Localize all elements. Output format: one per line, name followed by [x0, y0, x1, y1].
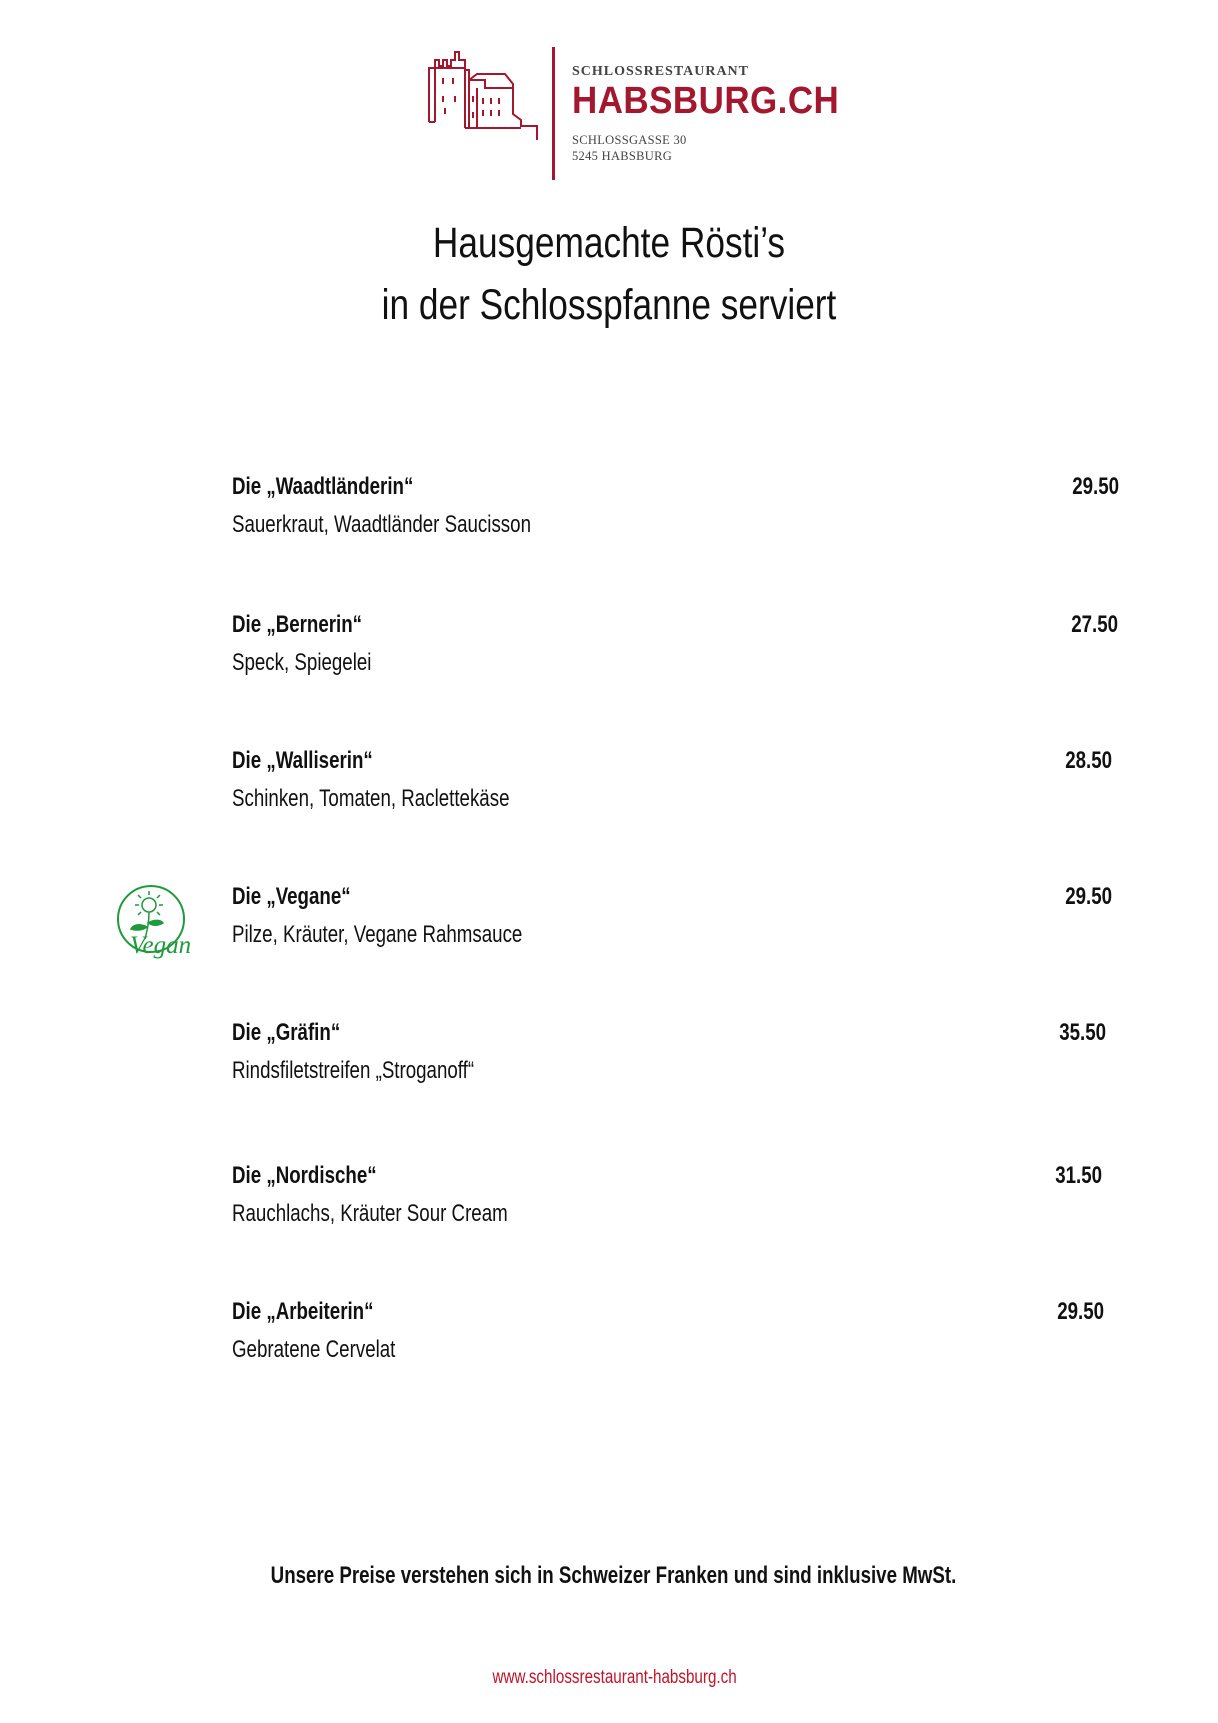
menu-item — [232, 883, 1132, 949]
menu-item-price: 29.50 — [1057, 1298, 1104, 1325]
price-note — [0, 1562, 1218, 1590]
brand-block — [572, 64, 863, 164]
restaurant-header — [425, 44, 840, 184]
castle-logo-icon — [425, 44, 545, 184]
menu-item-name: Die „Nordische“ — [232, 1162, 377, 1189]
header-divider — [552, 47, 555, 180]
address-line-1: SCHLOSSGASSE 30 — [572, 133, 687, 147]
menu-item — [232, 1162, 1132, 1228]
brand-name: HABSBURG.CH — [572, 80, 840, 122]
menu-item-price: 31.50 — [1055, 1162, 1102, 1189]
price-note-text: Unsere Preise verstehen sich in Schweizer Franken und sind inklusive MwSt. — [270, 1562, 956, 1589]
vegan-icon — [113, 883, 209, 959]
website-link[interactable]: www.schlossrestaurant-habsburg.ch — [492, 1667, 738, 1688]
menu-item-name: Die „Arbeiterin“ — [232, 1298, 374, 1325]
menu-item — [232, 1019, 1132, 1085]
page-title — [0, 212, 1218, 336]
menu-item-description: Gebratene Cervelat — [232, 1336, 396, 1363]
menu-item — [232, 611, 1132, 677]
menu-item-price: 27.50 — [1071, 611, 1118, 638]
menu-item-description: Speck, Spiegelei — [232, 649, 372, 676]
website[interactable] — [0, 1667, 1218, 1689]
menu-item-name: Die „Bernerin“ — [232, 611, 363, 638]
menu-item-description: Sauerkraut, Waadtländer Saucisson — [232, 511, 531, 538]
title-line-1: Hausgemachte Rösti’s — [432, 219, 786, 267]
menu-item — [232, 747, 1132, 813]
menu-item-name: Die „Gräfin“ — [232, 1019, 341, 1046]
menu-item-description: Pilze, Kräuter, Vegane Rahmsauce — [232, 921, 523, 948]
menu-item-price: 29.50 — [1065, 883, 1112, 910]
menu-item — [232, 473, 1132, 539]
menu-item-name: Die „Walliserin“ — [232, 747, 373, 774]
menu-item-price: 28.50 — [1065, 747, 1112, 774]
menu-item-name: Die „Waadtländerin“ — [232, 473, 414, 500]
menu-item-description: Rauchlachs, Kräuter Sour Cream — [232, 1200, 508, 1227]
vegan-logo-label: Vegan — [130, 932, 192, 959]
menu-item-price: 35.50 — [1059, 1019, 1106, 1046]
title-line-2: in der Schlosspfanne serviert — [381, 281, 837, 329]
menu-item-price: 29.50 — [1072, 473, 1119, 500]
menu-item-description: Schinken, Tomaten, Raclettekäse — [232, 785, 510, 812]
menu-item-description: Rindsfiletstreifen „Stroganoff“ — [232, 1057, 475, 1084]
menu-item — [232, 1298, 1132, 1364]
brand-subtitle: SCHLOSSRESTAURANT — [572, 64, 750, 79]
address-line-2: 5245 HABSBURG — [572, 149, 673, 163]
menu-item-name: Die „Vegane“ — [232, 883, 351, 910]
